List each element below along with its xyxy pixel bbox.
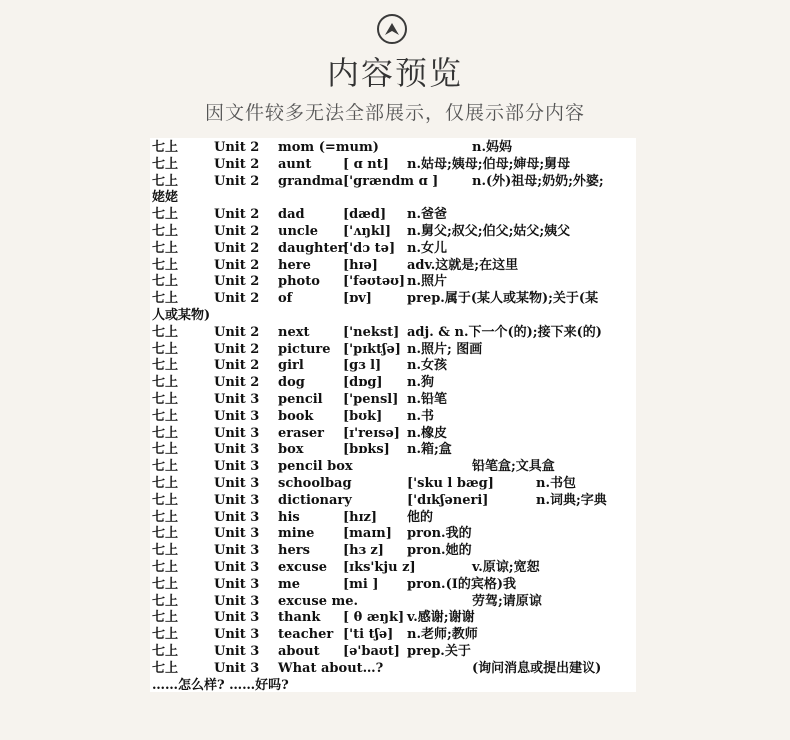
row-continuation: 人或某物) [152,308,211,323]
unit-cell: Unit 3 [214,576,260,592]
meaning-cell: pron.她的 [407,543,472,559]
meaning-cell: n.橡皮 [407,425,447,441]
phonetic-cell: [bʊk] [343,408,383,424]
phonetic-cell: ['fəʊtəʊ] [343,274,406,290]
phonetic-cell: ['nekst] [343,324,400,340]
word-cell: box [278,442,304,458]
grade-cell: 七上 [152,375,179,391]
row-continuation: 姥姥 [152,190,179,206]
word-cell: teacher [278,627,334,643]
vocab-row [150,240,636,257]
grade-cell: 七上 [152,644,179,659]
unit-cell: Unit 3 [214,476,260,491]
grade-cell: 七上 [152,627,179,643]
grade-cell: 七上 [152,224,179,239]
vocab-row [150,273,636,290]
meaning-cell: prep.属于(某人或某物);关于(某 [407,291,599,307]
grade-cell: 七上 [152,257,179,273]
meaning-cell: 劳驾;请原谅 [472,593,542,609]
grade-cell: 七上 [152,593,179,609]
unit-cell: Unit 3 [214,459,260,475]
word-cell: mom (=mum) [278,140,379,155]
unit-cell: Unit 2 [214,173,260,189]
vocab-row [150,324,636,341]
word-cell: of [278,291,293,307]
grade-cell: 七上 [152,576,179,592]
unit-cell: Unit 3 [214,610,260,626]
word-cell: schoolbag [278,476,352,491]
grade-cell: 七上 [152,610,179,626]
word-cell: photo [278,274,320,290]
meaning-cell: n.舅父;叔父;伯父;姑父;姨父 [407,224,571,239]
grade-cell: 七上 [152,476,179,491]
meaning-cell: n.词典;字典 [536,492,607,508]
vocab-row [150,542,636,559]
meaning-cell: ['dɪkʃəneri] [407,492,489,508]
word-cell: about [278,644,320,659]
word-cell: What about…? [278,660,384,676]
vocab-row [150,290,636,307]
grade-cell: 七上 [152,358,179,374]
word-cell: dictionary [278,492,352,508]
meaning-cell: 铅笔盒;文具盒 [472,459,555,475]
vocab-row [150,576,636,593]
grade-cell: 七上 [152,509,179,525]
vocab-row [150,441,636,458]
document-preview [150,138,636,692]
grade-cell: 七上 [152,173,179,189]
unit-cell: Unit 3 [214,425,260,441]
unit-cell: Unit 3 [214,392,260,407]
word-cell: daughter [278,240,345,256]
unit-cell: Unit 2 [214,291,260,307]
vocab-row [150,559,636,576]
unit-cell: Unit 3 [214,644,260,659]
meaning-cell: v.原谅;宽恕 [472,560,540,575]
phonetic-cell: [ɒv] [343,291,372,307]
grade-cell: 七上 [152,274,179,290]
meaning-cell: n.姑母;姨母;伯母;婶母;舅母 [407,156,571,172]
unit-cell: Unit 3 [214,593,260,609]
meaning-cell: n.照片; 图画 [407,341,483,357]
word-cell: uncle [278,224,319,239]
page-subtitle: 因文件较多无法全部展示，仅展示部分内容 [204,102,585,124]
word-cell: dog [278,375,305,391]
grade-cell: 七上 [152,526,179,542]
meaning-cell: n.照片 [407,274,447,290]
meaning-cell: adj. & n.下一个(的);接下来(的) [407,324,602,340]
word-cell: pencil box [278,459,353,475]
vocab-row [150,341,636,358]
phonetic-cell: ['pensl] [343,392,399,407]
unit-cell: Unit 2 [214,358,260,374]
vocab-row [150,593,636,610]
grade-cell: 七上 [152,341,179,357]
unit-cell: Unit 3 [214,492,260,508]
word-cell: excuse me. [278,593,359,609]
unit-cell: Unit 3 [214,660,260,676]
meaning-cell: n.(外)祖母;奶奶;外婆; [472,173,604,189]
phonetic-cell: ['dɔ tə] [343,240,396,256]
unit-cell: Unit 2 [214,156,260,172]
grade-cell: 七上 [152,291,179,307]
vocab-row [150,139,636,156]
word-cell: mine [278,526,315,542]
unit-cell: Unit 2 [214,207,260,223]
meaning-cell: n.铅笔 [407,392,447,407]
word-cell: girl [278,358,304,374]
meaning-cell: n.爸爸 [407,207,447,223]
word-cell: grandma [278,173,344,189]
phonetic-cell: ['ti tʃə] [343,627,394,643]
vocab-row [150,626,636,643]
meaning-cell: n.箱;盒 [407,442,452,458]
grade-cell: 七上 [152,492,179,508]
vocab-row [150,173,636,190]
unit-cell: Unit 2 [214,257,260,273]
vocab-row [150,223,636,240]
vocab-row [150,374,636,391]
unit-cell: Unit 2 [214,240,260,256]
page-title: 内容预览 [326,54,463,92]
vocab-row [150,492,636,509]
unit-cell: Unit 2 [214,324,260,340]
word-cell: his [278,509,300,525]
meaning-cell: 他的 [407,509,434,525]
vocab-row [150,525,636,542]
grade-cell: 七上 [152,140,179,155]
unit-cell: Unit 3 [214,543,260,559]
vocab-row [150,475,636,492]
row-continuation: ……怎么样? ……好吗? [152,677,289,692]
unit-cell: Unit 2 [214,274,260,290]
word-cell: here [278,257,311,273]
vocab-row [150,206,636,223]
word-cell: picture [278,341,331,357]
grade-cell: 七上 [152,660,179,676]
phonetic-cell: [ɪ'reɪsə] [343,425,400,441]
grade-cell: 七上 [152,156,179,172]
meaning-cell: n.老师;教师 [407,627,478,643]
unit-cell: Unit 3 [214,627,260,643]
phonetic-cell: [bɒks] [343,442,390,458]
phonetic-cell: [maɪn] [343,526,392,542]
phonetic-cell: ['pɪktʃə] [343,341,401,357]
meaning-cell: pron.(I的宾格)我 [407,576,516,592]
phonetic-cell: [ɪks'kju z] [343,560,416,575]
vocab-row [150,509,636,526]
grade-cell: 七上 [152,543,179,559]
meaning-cell: v.感谢;谢谢 [407,610,475,626]
meaning-cell: pron.我的 [407,526,472,542]
unit-cell: Unit 2 [214,224,260,239]
word-cell: me [278,576,301,592]
word-cell: pencil [278,392,323,407]
meaning-cell: n.女孩 [407,358,447,374]
unit-cell: Unit 2 [214,375,260,391]
grade-cell: 七上 [152,425,179,441]
vocab-row [150,357,636,374]
phonetic-cell: [dɒg] [343,375,383,391]
grade-cell: 七上 [152,408,179,424]
phonetic-cell: [gɜ l] [343,358,382,374]
unit-cell: Unit 3 [214,560,260,575]
word-cell: thank [278,610,321,626]
phonetic-cell: [hɜ z] [343,543,384,559]
meaning-cell: ['sku l bæg] [407,476,494,491]
unit-cell: Unit 3 [214,509,260,525]
grade-cell: 七上 [152,392,179,407]
meaning-cell: n.妈妈 [472,140,512,155]
meaning-cell: n.书包 [536,476,576,491]
word-cell: book [278,408,314,424]
meaning-cell: adv.这就是;在这里 [407,257,519,273]
vocab-row [150,458,636,475]
word-cell: hers [278,543,310,559]
phonetic-cell: [dæd] [343,207,387,223]
grade-cell: 七上 [152,442,179,458]
unit-cell: Unit 3 [214,442,260,458]
meaning-cell: n.狗 [407,375,434,391]
grade-cell: 七上 [152,459,179,475]
grade-cell: 七上 [152,324,179,340]
meaning-cell: (询问消息或提出建议) [472,660,602,676]
word-cell: dad [278,207,305,223]
vocab-row [150,408,636,425]
vocab-row [150,660,636,677]
vocab-row [150,391,636,408]
preview-header [0,0,790,135]
word-cell: next [278,324,310,340]
vocab-row [150,643,636,660]
vocab-row [150,425,636,442]
phonetic-cell: [hɪz] [343,509,378,525]
grade-cell: 七上 [152,560,179,575]
word-cell: excuse [278,560,327,575]
word-cell: aunt [278,156,312,172]
meaning-cell: n.书 [407,408,434,424]
unit-cell: Unit 2 [214,140,260,155]
grade-cell: 七上 [152,240,179,256]
chevron-up-circle-icon [377,14,407,44]
phonetic-cell: ['grændm ɑ ] [343,173,439,189]
unit-cell: Unit 3 [214,408,260,424]
unit-cell: Unit 2 [214,341,260,357]
vocab-row [150,257,636,274]
phonetic-cell: [ ɑ nt] [343,156,389,172]
phonetic-cell: [ θ æŋk] [343,610,405,626]
meaning-cell: n.女儿 [407,240,447,256]
grade-cell: 七上 [152,207,179,223]
word-cell: eraser [278,425,324,441]
phonetic-cell: [mi ] [343,576,379,592]
phonetic-cell: [hɪə] [343,257,378,273]
vocab-row [150,156,636,173]
meaning-cell: prep.关于 [407,644,471,659]
phonetic-cell: [ə'baʊt] [343,644,400,659]
phonetic-cell: ['ʌŋkl] [343,224,392,239]
vocab-row [150,609,636,626]
unit-cell: Unit 3 [214,526,260,542]
